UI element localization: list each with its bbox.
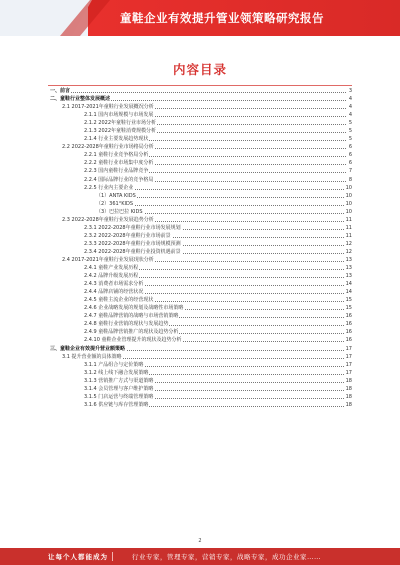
footer-slogan: 让每个人都能成为 — [48, 553, 108, 561]
report-header — [0, 0, 400, 36]
toc-heading: 内容目录 — [172, 62, 227, 77]
report-title: 童鞋企业有效提升管业领策略研究报告 — [120, 11, 324, 25]
toc-entry[interactable] — [50, 377, 352, 385]
toc-entry[interactable] — [50, 272, 352, 280]
toc-entry-page: 14 — [345, 289, 352, 296]
toc-entry[interactable] — [50, 336, 352, 344]
toc-entry-text: 2.4.2 品牌升级发展历程 — [84, 273, 139, 280]
toc-entry-text: （1）ANTA KIDS — [96, 192, 136, 199]
toc-entry-text: 2.4.3 消费者市场需求分析 — [84, 281, 144, 288]
toc-entry[interactable] — [50, 369, 352, 377]
toc-entry-page: 4 — [348, 104, 352, 111]
toc-entry-page: 11 — [345, 224, 352, 231]
toc-entry-text: 3.1.5 门店运营与终端管理策略 — [84, 393, 154, 400]
toc-entry-text: 3.1.3 营销推广方式与渠道策略 — [84, 377, 154, 384]
toc-entry[interactable] — [50, 192, 352, 200]
toc-entry[interactable] — [50, 95, 352, 103]
toc-entry-page: 10 — [345, 192, 352, 199]
toc-entry-page: 7 — [348, 168, 352, 175]
toc-entry[interactable] — [50, 328, 352, 336]
toc-entry[interactable] — [50, 385, 352, 393]
toc-entry-page: 16 — [345, 321, 352, 328]
toc-entry[interactable] — [50, 353, 352, 361]
toc-entry[interactable] — [50, 167, 352, 175]
toc-entry-text: 2.4.1 童鞋产业发展历程 — [84, 265, 139, 272]
toc-entry-page: 17 — [345, 361, 352, 368]
toc-entry-text: 3.1.4 会员管理与客户维护策略 — [84, 385, 154, 392]
toc-entry-page: 13 — [345, 273, 352, 280]
toc-entry-page: 18 — [345, 401, 352, 408]
toc-entry-page: 12 — [345, 248, 352, 255]
toc-entry-page: 5 — [348, 128, 352, 135]
toc-entry[interactable] — [50, 143, 352, 151]
toc-entry-text: 2.1 2017-2021年童鞋行业发展概况分析 — [62, 104, 154, 111]
toc-entry-page: 12 — [345, 240, 352, 247]
toc-entry-text: 2.1.1 国内市场规模与市场发展 — [84, 112, 154, 119]
toc-entry-text: 2.1.2 2022年童鞋行业市场分析 — [84, 120, 157, 127]
toc-entry[interactable] — [50, 256, 352, 264]
toc-entry-text: 2.3.1 2022-2028年童鞋行业市场发展规划 — [84, 224, 181, 231]
toc-entry-text: 2.4.7 童鞋品牌营销的战略与市场营销策略 — [84, 313, 179, 320]
toc-leader-dots — [98, 205, 346, 206]
toc-entry-text: 2.2.3 国内童鞋行业品牌竞争 — [84, 168, 149, 175]
toc-entry-text: 2.2.5 行业内主要企业 — [84, 184, 134, 191]
toc-entry-page: 4 — [348, 96, 352, 103]
page-number: 2 — [198, 538, 202, 544]
toc-entry-page: 8 — [348, 176, 352, 183]
toc-entry[interactable] — [50, 176, 352, 184]
toc-entry-text: 3.1.6 供应链与库存管理策略 — [84, 401, 149, 408]
toc-entry-page: 6 — [348, 144, 352, 151]
toc-entry[interactable] — [50, 401, 352, 409]
toc-entry-page: 18 — [345, 377, 352, 384]
toc-entry[interactable] — [50, 232, 352, 240]
toc-entry-page: 16 — [345, 337, 352, 344]
toc-entry[interactable] — [50, 200, 352, 208]
toc-entry-text: 2.3.3 2022-2028年童鞋行业市场规模预测 — [84, 240, 181, 247]
toc-entry-page: 5 — [348, 136, 352, 143]
toc-entry-text: 2.4.4 品牌店铺的经营状况 — [84, 289, 144, 296]
toc-entry-text: 2.4.6 企业战略发展的规划及战略性市场策略 — [84, 305, 184, 312]
toc-entry[interactable] — [50, 119, 352, 127]
toc-entry[interactable] — [50, 280, 352, 288]
toc-entry[interactable] — [50, 159, 352, 167]
toc-entry-text: 2.3.4 2022-2028年童鞋行业投资机遇前景 — [84, 248, 181, 255]
toc-entry-text: 2.4.8 童鞋行业营销的现状与发展趋势 — [84, 321, 169, 328]
toc-entry-text: 2.4 2017-2021年童鞋行业发展现状分析 — [62, 256, 154, 263]
toc-entry-page: 17 — [345, 345, 352, 352]
toc-entry-text: 三、童鞋企业有效提升营业额策略 — [50, 345, 126, 352]
toc-entry[interactable] — [50, 135, 352, 143]
toc-entry-page: 14 — [345, 281, 352, 288]
toc-entry-page: 3 — [348, 88, 352, 94]
toc-entry[interactable] — [50, 288, 352, 296]
toc-entry-page: 17 — [345, 369, 352, 376]
toc-entry-text: 2.4.9 童鞋品牌营销推广的现状及趋势分析 — [84, 329, 179, 336]
footer-tagline: 行业专家，管理专家，营销专家，战略专家，成功企业家…… — [132, 553, 321, 561]
toc-entry[interactable] — [50, 345, 352, 353]
toc-entry-text: （3）巴拉巴拉 KIDS — [96, 208, 143, 215]
toc-entry-text: 2.3 2022-2028年童鞋行业发展趋势分析 — [62, 216, 154, 223]
toc-entry[interactable] — [50, 208, 352, 216]
toc-entry-page: 4 — [348, 112, 352, 119]
toc-entry-text: 3.1.2 线上线下融合发展策略 — [84, 369, 149, 376]
toc-entry[interactable] — [50, 264, 352, 272]
toc-entry-text: 2.2.1 童鞋行业竞争格局分析 — [84, 152, 149, 159]
toc-leader-dots — [68, 92, 346, 93]
toc-entry[interactable] — [50, 361, 352, 369]
toc-entry[interactable] — [50, 87, 352, 95]
toc-entry-page: 15 — [345, 305, 352, 312]
toc-entry-text: 3.1 提升营业额的具体策略 — [62, 353, 122, 360]
toc-entry[interactable] — [50, 151, 352, 159]
toc-entry[interactable] — [50, 240, 352, 248]
toc-entry-page: 18 — [345, 385, 352, 392]
toc-entry[interactable] — [50, 320, 352, 328]
toc-entry-page: 13 — [345, 265, 352, 272]
toc-entry[interactable] — [50, 224, 352, 232]
toc-entry-page: 6 — [348, 152, 352, 159]
toc-entry[interactable] — [50, 103, 352, 111]
toc-entry-text: 2.3.2 2022-2028年童鞋行业市场前景 — [84, 232, 171, 239]
toc-entry-page: 16 — [345, 313, 352, 320]
toc-entry[interactable] — [50, 111, 352, 119]
toc-entry-page: 15 — [345, 297, 352, 304]
toc-entry-page: 11 — [345, 232, 352, 239]
toc-entry-text: 3.1.1 产品组合与定价策略 — [84, 361, 144, 368]
toc-entry-text: 2.2 2022-2028年童鞋行业市场格局分析 — [62, 144, 154, 151]
table-of-contents — [50, 87, 352, 409]
toc-entry-text: 2.2.2 童鞋行业市场集中度分析 — [84, 160, 154, 167]
footer-banner — [0, 548, 400, 565]
toc-entry-page: 10 — [345, 208, 352, 215]
toc-entry[interactable] — [50, 184, 352, 192]
toc-entry-page: 18 — [345, 393, 352, 400]
toc-entry[interactable] — [50, 312, 352, 320]
toc-entry-text: 2.1.4 行业主要发展趋势现状 — [84, 136, 149, 143]
toc-entry-text: 2.4.10 童鞋企业管理提升的现状及趋势分析 — [84, 337, 182, 344]
toc-entry-page: 10 — [345, 200, 352, 207]
toc-entry-page: 11 — [345, 216, 352, 223]
toc-entry-page: 10 — [345, 184, 352, 191]
toc-entry-text: 二、童鞋行业整体发展概述 — [50, 96, 111, 103]
toc-entry-page: 5 — [348, 120, 352, 127]
toc-entry-text: （2）361°KIDS — [96, 200, 134, 207]
toc-entry[interactable] — [50, 304, 352, 312]
toc-entry[interactable] — [50, 296, 352, 304]
toc-entry[interactable] — [50, 127, 352, 135]
toc-entry[interactable] — [50, 393, 352, 401]
toc-entry-page: 13 — [345, 256, 352, 263]
toc-entry-page: 6 — [348, 160, 352, 167]
toc-entry-text: 2.1.3 2022年童鞋消费规模分析 — [84, 128, 157, 135]
toc-entry-text: 2.2.4 国际品牌行业的竞争格局 — [84, 176, 154, 183]
toc-entry[interactable] — [50, 248, 352, 256]
toc-entry-text: 2.4.5 童鞋主流企业的经营现状 — [84, 297, 154, 304]
footer-separator — [112, 552, 113, 561]
toc-entry[interactable] — [50, 216, 352, 224]
toc-divider — [48, 85, 352, 86]
toc-entry-page: 16 — [345, 329, 352, 336]
toc-entry-page: 17 — [345, 353, 352, 360]
toc-entry-text: 一、前言 — [50, 88, 71, 94]
